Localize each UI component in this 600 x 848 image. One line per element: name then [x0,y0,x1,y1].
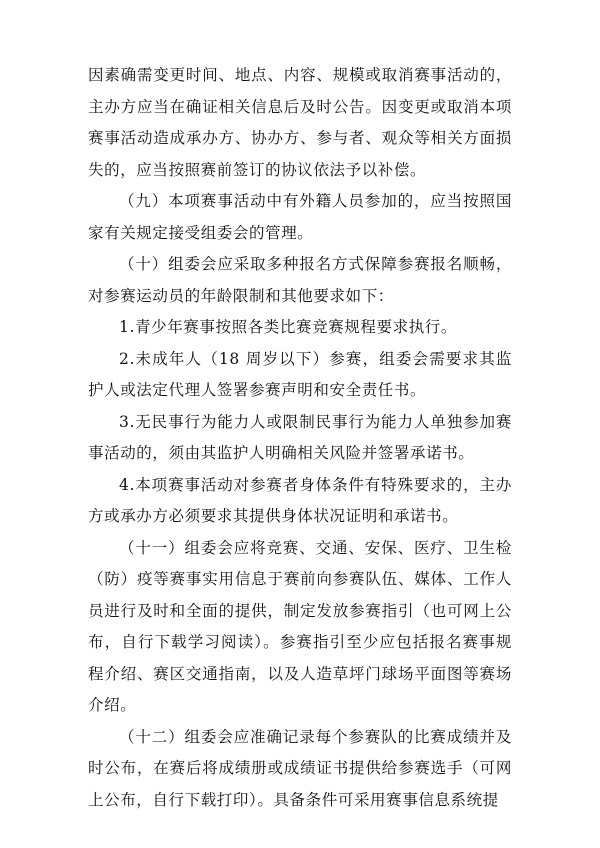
paragraph-continuation: 因素确需变更时间、地点、内容、规模或取消赛事活动的，主办方应当在确证相关信息后及时公告。因变更或取消本项赛事活动造成承办方、协办方、参与者、观众等相关方面损失的，应当按照赛前签订的协议依法予以补偿。 [88,66,512,179]
paragraph-item-9: （九）本项赛事活动中有外籍人员参加的，应当按照国家有关规定接受组委会的管理。 [88,192,512,242]
paragraph-item-11: （十一）组委会应将竞赛、交通、安保、医疗、卫生检（防）疫等赛事实用信息于赛前向参赛队伍、媒体、工作人员进行及时和全面的提供，制定发放参赛指引（也可网上公布，自行下载学习阅读）。参赛指引至少应包括报名赛事规程介绍、赛区交通指南，以及人造草坪门球场平面图等赛场介绍。 [88,538,512,714]
paragraph-subitem-2: 2.未成年人（18 周岁以下）参赛，组委会需要求其监护人或法定代理人签署参赛声明和安全责任书。 [88,349,512,399]
paragraph-item-12: （十二）组委会应准确记录每个参赛队的比赛成绩并及时公布，在赛后将成绩册或成绩证书提供给参赛选手（可网上公布，自行下载打印）。具备条件可采用赛事信息系统提 [88,727,512,809]
paragraph-subitem-3: 3.无民事行为能力人或限制民事行为能力人单独参加赛事活动的，须由其监护人明确相关风险并签署承诺书。 [88,412,512,462]
paragraph-subitem-4: 4.本项赛事活动对参赛者身体条件有特殊要求的，主办方或承办方必须要求其提供身体状况证明和承诺书。 [88,475,512,525]
paragraph-subitem-1: 1.青少年赛事按照各类比赛竞赛规程要求执行。 [119,318,457,336]
document-body [88,60,512,816]
paragraph-item-10: （十）组委会应采取多种报名方式保障参赛报名顺畅，对参赛运动员的年龄限制和其他要求如下： [88,255,512,305]
